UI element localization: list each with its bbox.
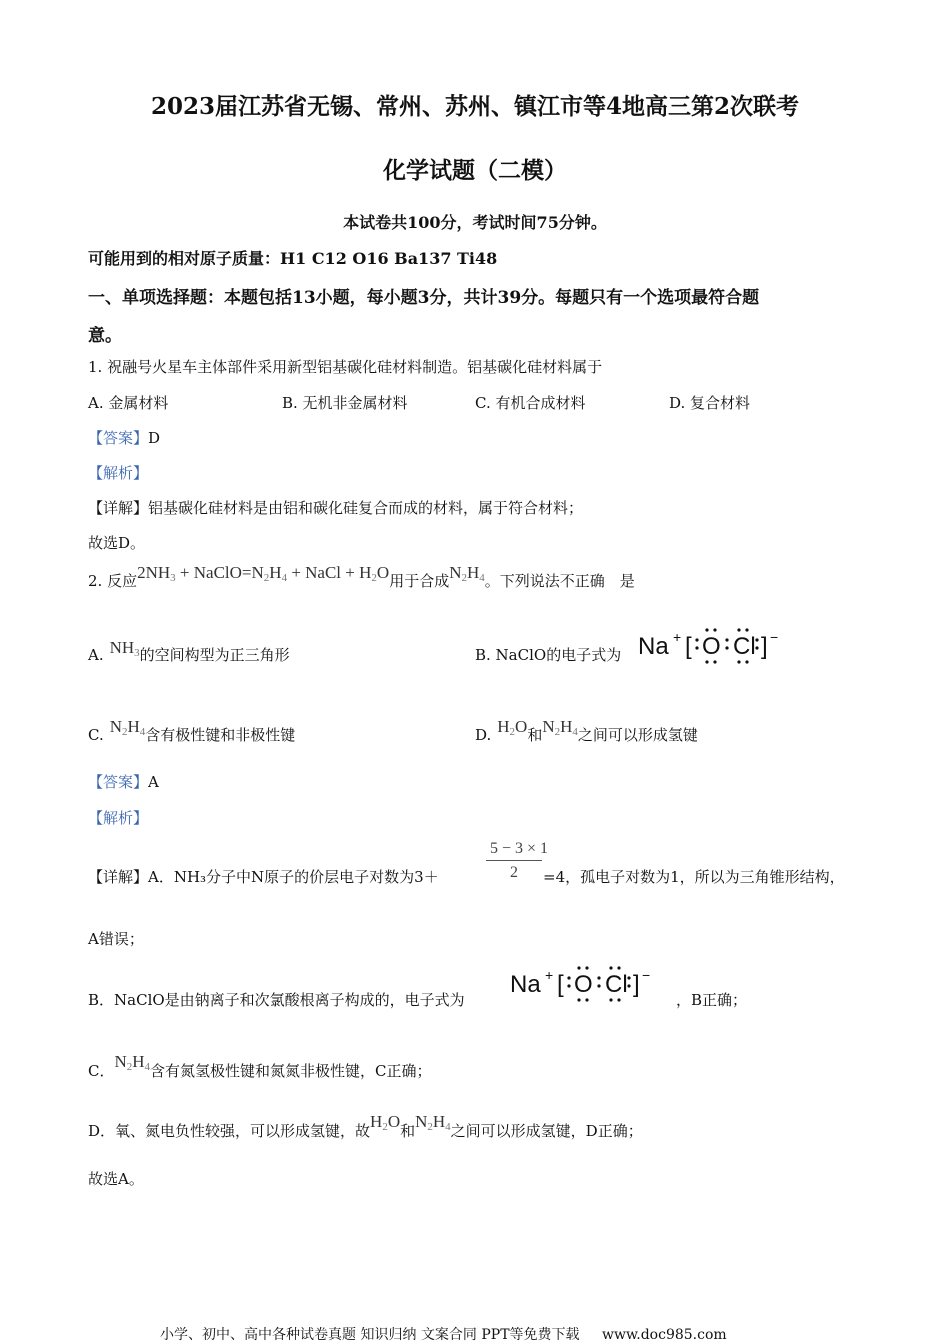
q2-detail-a-end: A错误； (88, 930, 144, 948)
n2h4-formula: $N_2H_4$ (114, 1052, 151, 1073)
q2-detail-a: 【详解】A．NH₃分子中N原子的价层电子对数为3＋ (88, 868, 439, 886)
q2-detail-a-suffix: =4，孤电子对数为1，所以为三角锥形结构， (543, 868, 845, 886)
answer-value: A (148, 773, 159, 791)
q2-detail-b: B．NaClO是由钠离子和次氯酸根离子构成的，电子式为 (88, 991, 465, 1009)
svg-text:]: ] (761, 633, 768, 660)
q1-answer (88, 427, 160, 448)
doc-title-line2: 化学试题（二模） (383, 157, 567, 184)
detail-text: 铝基碳化硅材料是由铝和碳化硅复合而成的材料，属于符合材料； (148, 499, 584, 517)
h2o-formula: $H_2O$ (497, 717, 528, 738)
naclo-electron-dot-icon (636, 624, 786, 668)
q1-analysis-label: 【解析】 (88, 464, 149, 482)
q2-option-c: C. $N_2H_4$含有极性键和非极性键 (88, 717, 296, 744)
exam-info: 本试卷共100分，考试时间75分钟。 (343, 213, 607, 232)
n2h4-formula: $N_2H_4$ (449, 563, 485, 584)
q1-conclusion: 故选D。 (88, 534, 146, 552)
q2-option-d: D. $H_2O$和$N_2H_4$之间可以形成氢键 (475, 717, 698, 744)
atomic-masses: 可能用到的相对原子质量：H1 C12 O16 Ba137 Ti48 (88, 249, 498, 268)
answer-label: 【答案】 (88, 429, 149, 447)
fraction (486, 838, 549, 885)
section1-heading: 一、单项选择题：本题包括13小题，每小题3分，共计39分。每题只有一个选项最符合题 (88, 288, 760, 308)
fraction-numerator: 5 − 3 × 1 (486, 838, 542, 861)
q2-option-b: B. NaClO的电子式为 (475, 646, 622, 664)
svg-text:O: O (574, 971, 593, 998)
electron-formula-option-b (636, 624, 786, 672)
q1-option-b: B. 无机非金属材料 (282, 394, 408, 412)
answer-label: 【答案】 (88, 773, 149, 791)
q1-option-d: D. 复合材料 (669, 394, 751, 412)
footer-url[interactable]: www.doc985.com (601, 1327, 727, 1343)
svg-text:O: O (702, 633, 721, 660)
q2-detail-b-suffix: ，B正确； (676, 991, 748, 1009)
q2-analysis-label: 【解析】 (88, 809, 149, 827)
svg-text:−: − (770, 629, 779, 645)
nh3-formula: $NH_3$ (109, 638, 140, 659)
q2-conclusion: 故选A。 (88, 1170, 144, 1188)
svg-text:+: + (545, 967, 554, 983)
naclo-electron-dot-icon (508, 962, 658, 1006)
q1-option-a: A. 金属材料 (88, 394, 169, 412)
q1-option-c: C. 有机合成材料 (475, 394, 586, 412)
svg-text:[: [ (685, 633, 692, 660)
q1-stem: 1. 祝融号火星车主体部件采用新型铝基碳化硅材料制造。铝基碳化硅材料属于 (88, 358, 603, 376)
q2-stem (88, 563, 635, 592)
q2-stem-mid: 用于合成 (389, 572, 450, 590)
svg-text:Cl: Cl (605, 971, 628, 998)
q1-detail (88, 497, 583, 518)
n2h4-formula: $N_2H_4$ (109, 717, 146, 738)
q2-stem-prefix: 2. 反应 (88, 572, 138, 590)
q2-answer (88, 771, 159, 792)
footer-text: 小学、初中、高中各种试卷真题 知识归纳 文案合同 PPT等免费下载 www.doc985.com (160, 1327, 727, 1343)
section1-heading-cont: 意。 (88, 326, 122, 346)
h2o-formula: $H_2O$ (370, 1112, 401, 1133)
q2-stem-suffix: 。下列说法不正确 是 (484, 572, 635, 590)
svg-text:[: [ (557, 971, 564, 998)
n2h4-formula: $N_2H_4$ (542, 717, 578, 738)
n2h4-formula: $N_2H_4$ (415, 1112, 451, 1133)
svg-text:Na: Na (510, 971, 541, 998)
svg-text:+: + (673, 629, 682, 645)
answer-value: D (148, 429, 161, 447)
electron-formula-detail-b (508, 962, 658, 1010)
q2-detail-d: D．氧、氮电负性较强，可以形成氢键，故$H_2O$和$N_2H_4$之间可以形成氢键，D正确； (88, 1112, 643, 1140)
svg-text:Na: Na (638, 633, 669, 660)
svg-text:]: ] (633, 971, 640, 998)
detail-label: 【详解】 (88, 499, 149, 517)
doc-title-line1: 2023届江苏省无锡、常州、苏州、镇江市等4地高三第2次联考 (150, 93, 800, 120)
fraction-denominator: 2 (510, 864, 518, 881)
reaction-equation: $2NH_3$ + $NaClO=N_2H_4$ + NaCl + $H_2O$ (137, 563, 390, 584)
q2-detail-c: C．$N_2H_4$含有氮氢极性键和氮氮非极性键，C正确； (88, 1052, 432, 1080)
q2-option-a: A. $NH_3$的空间构型为正三角形 (88, 638, 290, 664)
svg-text:−: − (642, 967, 651, 983)
svg-text:Cl: Cl (733, 633, 756, 660)
